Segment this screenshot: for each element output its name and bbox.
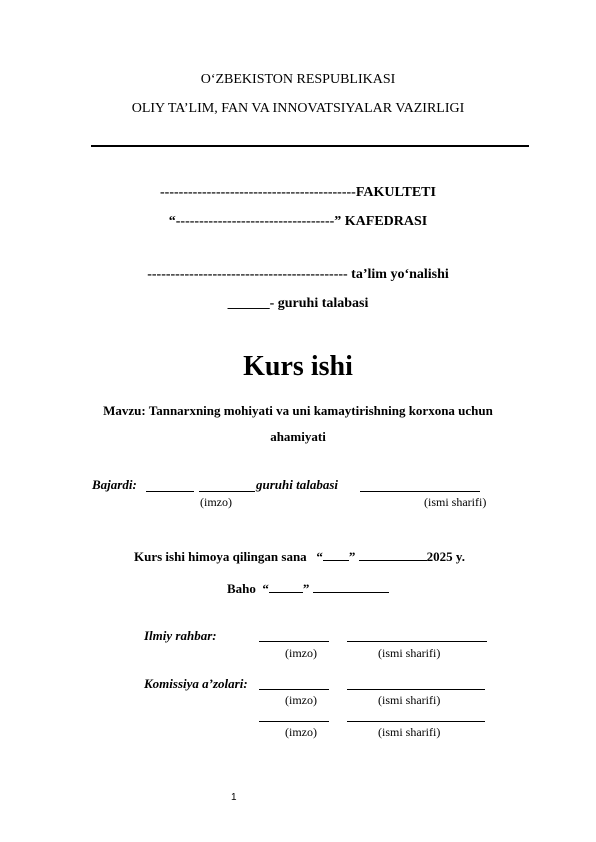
document-title: Kurs ishi xyxy=(243,351,353,382)
header-divider xyxy=(91,145,529,147)
commission-sign-blank-1 xyxy=(259,689,329,690)
grade-row xyxy=(227,580,389,597)
supervisor-label: Ilmiy rahbar: xyxy=(144,628,217,643)
ministry-name: OLIY TA’LIM, FAN VA INNOVATSIYALAR VAZIRLIGI xyxy=(131,101,465,116)
grade-word-blank xyxy=(313,580,389,593)
commission-sign-caption-2: (imzo) xyxy=(285,725,317,739)
commission-name-blank-1 xyxy=(347,689,485,690)
commission-name-blank-2 xyxy=(347,721,485,722)
supervisor-name-blank xyxy=(347,641,487,642)
performed-sign-caption: (imzo) xyxy=(200,495,232,509)
faculty-line: ------------------------------------------FAKULTETI xyxy=(160,185,436,200)
performed-name-blank xyxy=(360,491,480,492)
defense-close-quote: ” xyxy=(348,549,356,564)
direction-line: ------------------------------------------- ta’lim yo‘nalishi xyxy=(147,267,449,282)
defense-month-blank xyxy=(359,548,427,561)
commission-name-caption-1: (ismi sharifi) xyxy=(378,693,441,707)
supervisor-sign-blank xyxy=(259,641,329,642)
performed-group-text: guruhi talabasi xyxy=(256,477,339,492)
topic-line-2: ahamiyati xyxy=(270,429,326,444)
grade-open-quote: “ xyxy=(262,581,269,596)
performed-group-blank xyxy=(199,491,255,492)
defense-date-row xyxy=(134,548,465,565)
performed-label: Bajardi: xyxy=(92,477,137,492)
supervisor-name-caption: (ismi sharifi) xyxy=(378,646,441,660)
defense-label: Kurs ishi himoya qilingan sana xyxy=(134,549,307,564)
commission-name-caption-2: (ismi sharifi) xyxy=(378,725,441,739)
grade-label: Baho xyxy=(227,581,256,596)
commission-label: Komissiya a’zolari: xyxy=(144,676,248,691)
topic-line-1: Mavzu: Tannarxning mohiyati va uni kamaytirishning korxona uchun xyxy=(103,403,493,418)
group-line: ______- guruhi talabasi xyxy=(227,296,369,311)
grade-close-quote: ” xyxy=(302,581,310,596)
commission-sign-blank-2 xyxy=(259,721,329,722)
performed-sign-blank xyxy=(146,491,194,492)
grade-value-blank xyxy=(269,580,303,593)
performed-name-caption: (ismi sharifi) xyxy=(424,495,487,509)
defense-year: 2025 y. xyxy=(426,549,465,564)
defense-open-quote: “ xyxy=(316,549,323,564)
supervisor-sign-caption: (imzo) xyxy=(285,646,317,660)
defense-day-blank xyxy=(323,548,349,561)
commission-sign-caption-1: (imzo) xyxy=(285,693,317,707)
department-line: “----------------------------------” KAFEDRASI xyxy=(168,214,428,229)
ministry-country: O‘ZBEKISTON RESPUBLIKASI xyxy=(200,72,396,87)
page-number: 1 xyxy=(231,792,237,803)
